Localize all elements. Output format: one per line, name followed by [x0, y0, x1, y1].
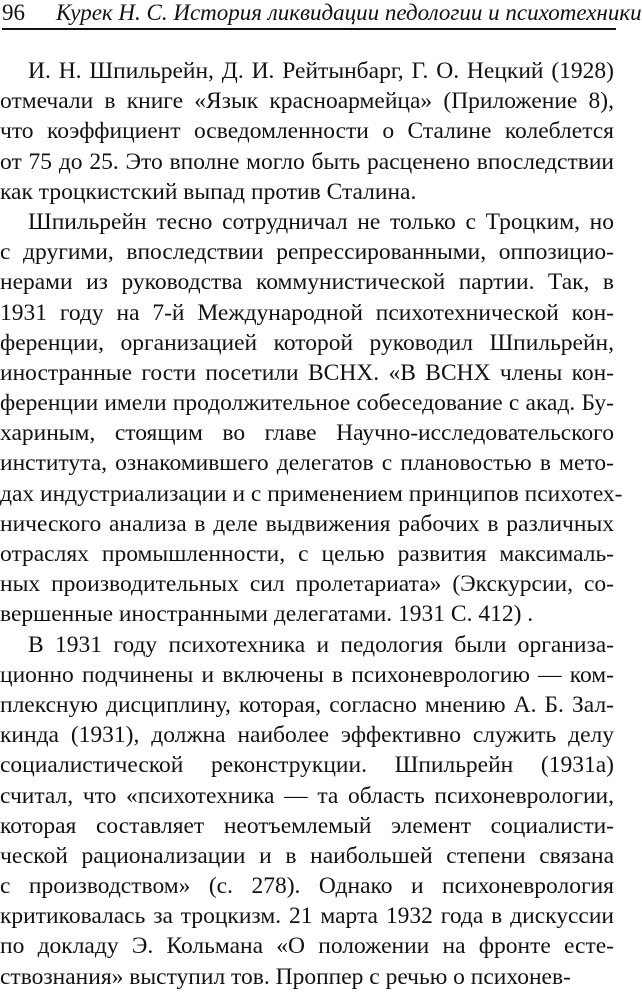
- text-line: критиковалась за троцкизм. 21 марта 1932 года в дискуссии: [0, 903, 614, 930]
- text-line: нического анализа в деле выдвижения рабочих в различных: [0, 510, 614, 537]
- text-line: которая составляет неотъемлемый элемент социалисти-: [0, 812, 614, 839]
- text-line: с производством» (с. 278). Однако и психоневрология: [0, 873, 614, 900]
- text-line: ных производительных сил пролетариата» (Экскурсии, со-: [0, 571, 614, 598]
- page-header: [2, 0, 642, 32]
- text-line: с другими, впоследствии репрессированными, оппозицио-: [0, 239, 614, 266]
- text-line: что коэффициент осведомленности о Сталине колеблется: [0, 118, 614, 145]
- text-line: В 1931 году психотехника и педология были организа-: [28, 631, 614, 658]
- text-line: от 75 до 25. Это вполне могло быть расценено впоследствии: [0, 148, 614, 175]
- text-line: кинда (1931), должна наиболее эффективно служить делу: [0, 722, 614, 749]
- text-line: ческой рационализации и в наибольшей степени связана: [0, 842, 614, 869]
- text-line: ционно подчинены и включены в психоневрологию — ком-: [0, 661, 614, 688]
- text-line: плексную дисциплину, которая, согласно мнению А. Б. Зал-: [0, 691, 614, 718]
- page-number: 96: [2, 0, 25, 25]
- text-line: ференции, организацией которой руководил Шпильрейн,: [0, 329, 614, 356]
- running-head: Курек Н. С. История ликвидации педологии и психотехники: [56, 0, 642, 25]
- text-line: И. Н. Шпильрейн, Д. И. Рейтынбарг, Г. О. Нецкий (1928): [28, 58, 614, 84]
- text-line: как троцкистский выпад против Сталина.: [0, 178, 417, 205]
- text-line: ференции имели продолжительное собеседование с акад. Бу-: [0, 390, 614, 417]
- text-line: вершенные иностранными делегатами. 1931 С. 412) .: [0, 601, 534, 628]
- paragraph: [0, 207, 623, 630]
- text-line: отраслях промышленности, с целью развития максималь-: [0, 541, 614, 567]
- text-line: хариным, стоящим во главе Научно-исследовательского: [0, 420, 614, 447]
- text-line: института, ознакомившего делегатов с плановостью в мето-: [0, 450, 614, 477]
- text-line: Шпильрейн тесно сотрудничал не только с Троцким, но: [28, 208, 614, 235]
- body-text: [0, 56, 623, 992]
- text-line: ствознания» выступил тов. Проппер с речью о психонев-: [0, 963, 571, 990]
- paragraph: [0, 56, 614, 207]
- text-line: по докладу Э. Кольмана «О положении на фронте есте-: [0, 933, 614, 960]
- text-line: иностранные гости посетили ВСНХ. «В ВСНХ члены кон-: [0, 359, 614, 386]
- text-line: отмечали в книге «Язык красноармейца» (Приложение 8),: [0, 88, 614, 115]
- text-line: 1931 году на 7-й Международной психотехнической кон-: [0, 299, 614, 326]
- text-line: дах индустриализации и с применением принципов психотех-: [0, 480, 623, 507]
- text-line: социалистической реконструкции. Шпильрейн (1931а): [0, 752, 614, 779]
- header-rule: [2, 28, 616, 30]
- paragraph: [0, 630, 614, 992]
- text-line: считал, что «психотехника — та область психоневрологии,: [0, 782, 614, 809]
- text-line: нерами из руководства коммунистической партии. Так, в: [0, 269, 614, 296]
